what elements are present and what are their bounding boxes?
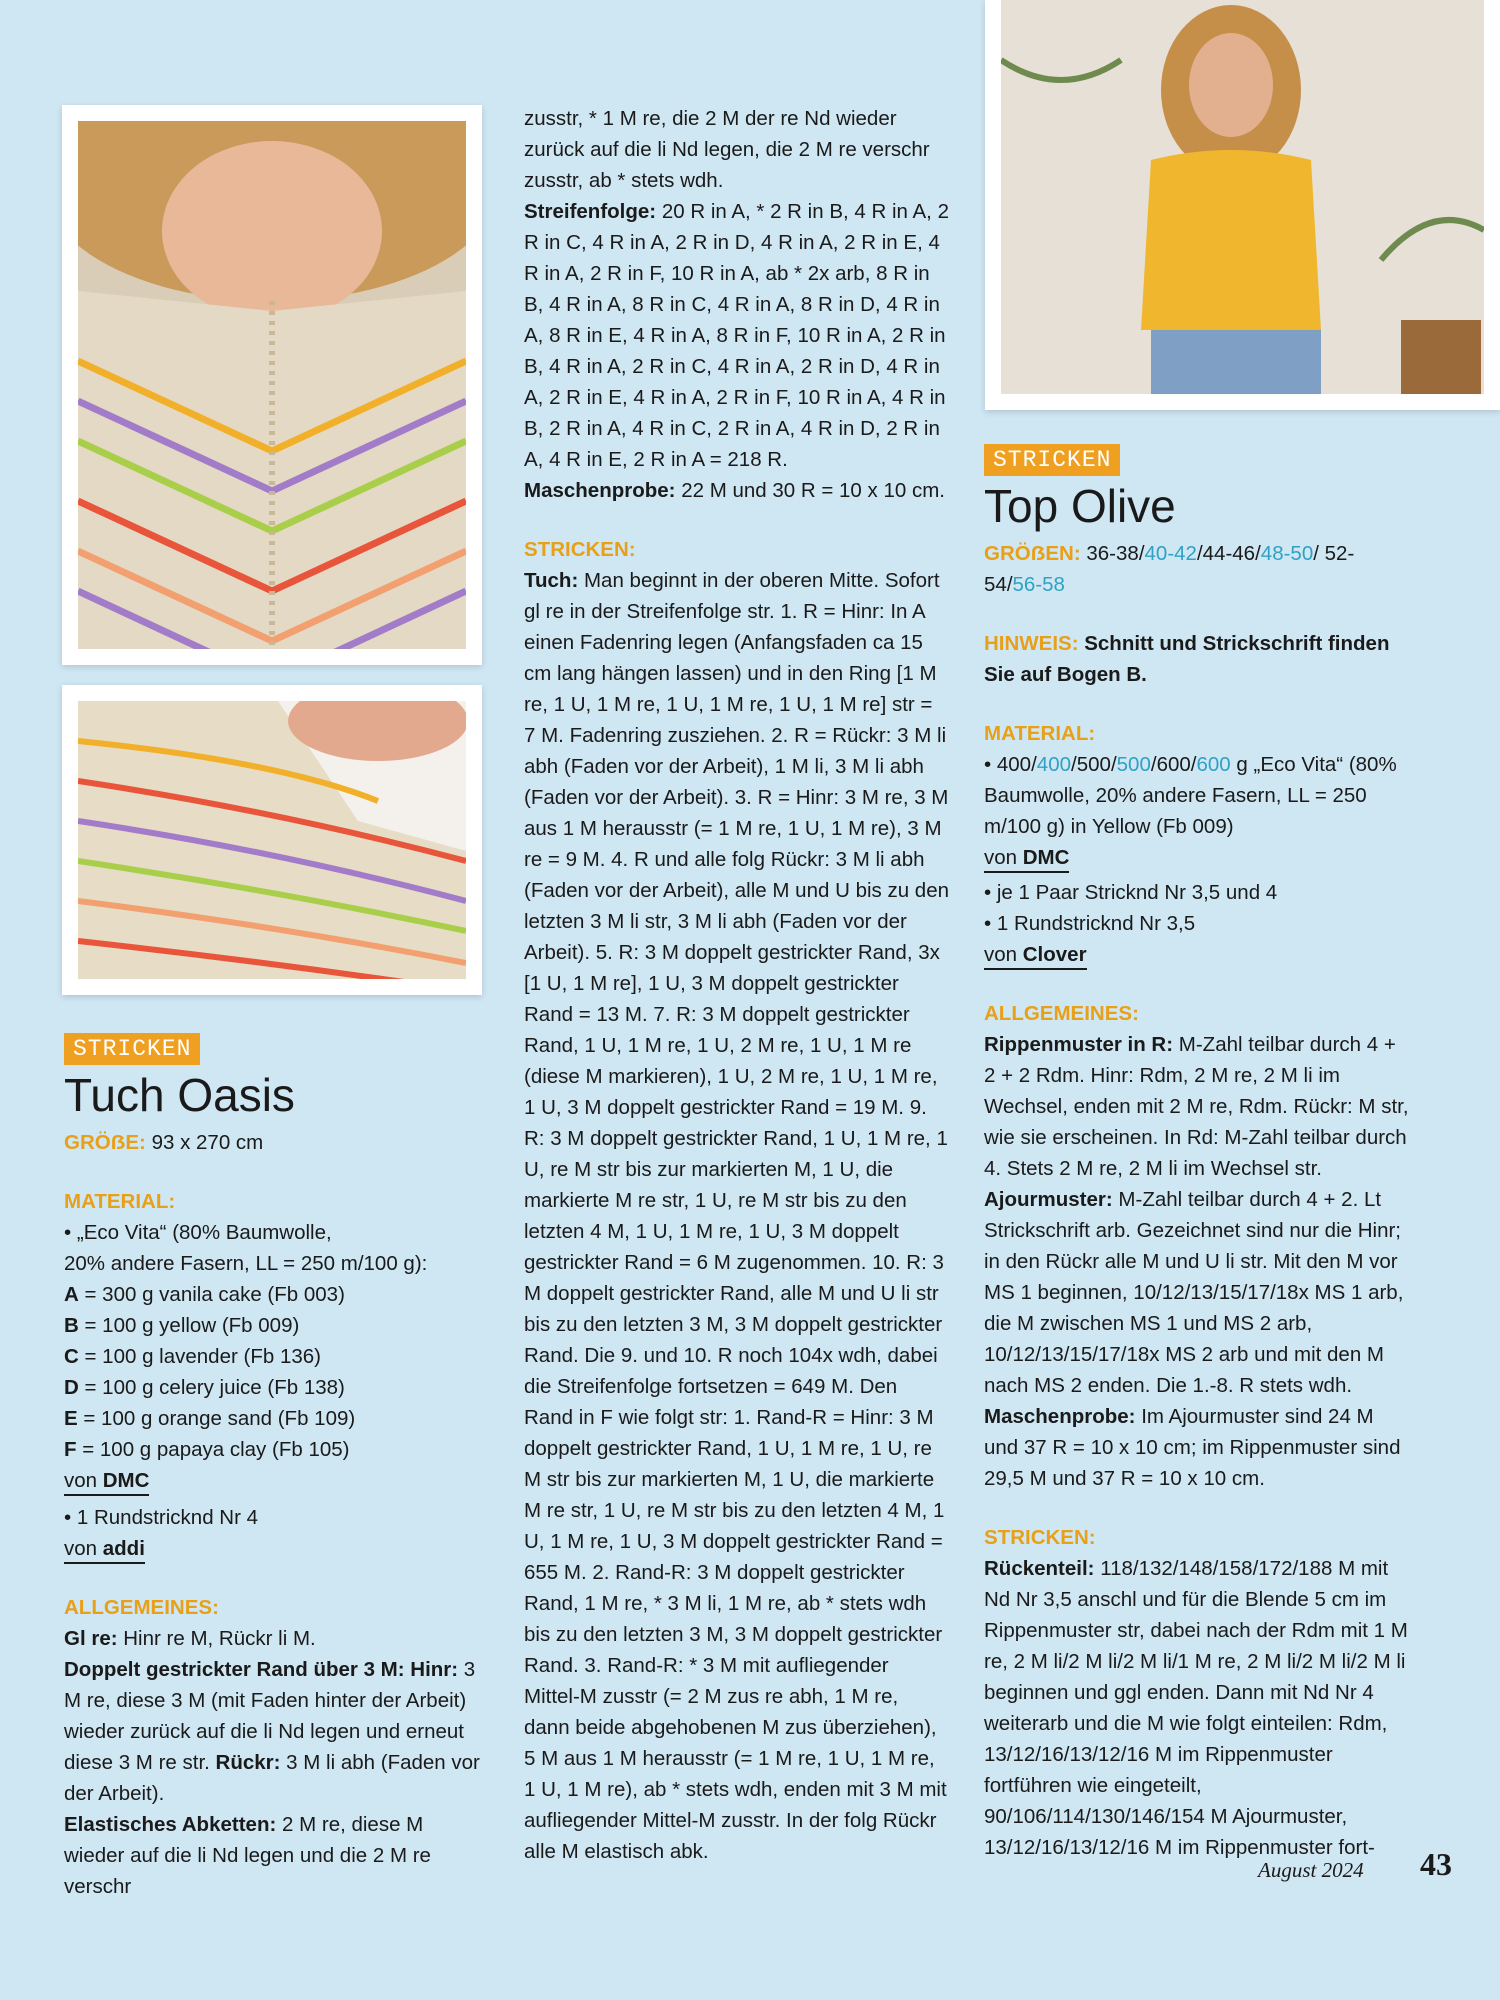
back-paragraph: Rückenteil: 118/132/148/158/172/188 M mit Nd Nr 3,5 anschl und für die Blende 5 cm im Rippenmuster str, dabei nach der Rdm mit 1 M re, 2 M li/2 M li/2 M li/1 M re, 2 M li/2 M li/2 M li beginnen und ggl enden. Dann mit Nd Nr 4 weiterarb und die M wie folgt einteilen: Rdm, 13/12/16/13/12/16 M im Rippenmuster fortführen wie eingeteilt, 90/106/114/130/146/154 M Ajourmuster, 13/12/16/13/12/16 M im Rippenmuster fort-	[984, 1557, 1408, 1859]
size-line: GRÖẞE: 93 x 270 cm	[64, 1131, 264, 1154]
vendor-line: von Clover	[984, 939, 1412, 970]
color-line: F = 100 g papaya clay (Fb 105)	[64, 1438, 350, 1461]
material-heading: MATERIAL:	[64, 1190, 176, 1213]
material-line: • „Eco Vita“ (80% Baumwolle,	[64, 1221, 332, 1244]
knit-heading: STRICKEN:	[524, 538, 636, 561]
intro-paragraph: zusstr, * 1 M re, die 2 M der re Nd wieder zurück auf die li Nd legen, die 2 M re verschr zusstr, ab * stets wdh.	[524, 107, 930, 192]
middle-column	[524, 103, 949, 1867]
photo-top-model	[985, 0, 1500, 410]
page-number: 43	[1420, 1846, 1452, 1882]
photo-shawl-detail	[62, 685, 482, 995]
sizes-line: GRÖẞEN: 36-38/40-42/44-46/48-50/ 52-54/56-58	[984, 542, 1355, 596]
left-column	[64, 1033, 489, 1902]
color-line: A = 300 g vanila cake (Fb 003)	[64, 1283, 345, 1306]
gauge-paragraph: Maschenprobe: 22 M und 30 R = 10 x 10 cm.	[524, 479, 945, 502]
material-heading: MATERIAL:	[984, 722, 1096, 745]
needle-line: • 1 Rundstricknd Nr 4	[64, 1506, 259, 1529]
stripe-paragraph: Streifenfolge: 20 R in A, * 2 R in B, 4 R in A, 2 R in C, 4 R in A, 2 R in D, 4 R in A, 2 R in E, 4 R in A, 2 R in F, 10 R in A, ab * 2x arb, 8 R in B, 4 R in A, 8 R in C, 4 R in A, 8 R in D, 4 R in A, 8 R in E, 4 R in A, 8 R in F, 10 R in A, 2 R in B, 4 R in A, 2 R in C, 4 R in A, 2 R in D, 4 R in A, 2 R in E, 4 R in A, 2 R in F, 10 R in A, 4 R in B, 2 R in A, 4 R in C, 2 R in A, 4 R in D, 2 R in A, 4 R in E, 2 R in A = 218 R.	[524, 200, 949, 471]
material-paragraph: • 400/400/500/500/600/600 g „Eco Vita“ (80% Baumwolle, 20% andere Fasern, LL = 250 m/100 g) in Yellow (Fb 009)	[984, 753, 1397, 838]
top-model-image	[1001, 0, 1484, 394]
general-heading: ALLGEMEINES:	[64, 1596, 219, 1619]
vendor-line: von DMC	[64, 1465, 489, 1496]
color-line: D = 100 g celery juice (Fb 138)	[64, 1376, 345, 1399]
vendor-line: von DMC	[984, 842, 1412, 873]
abk-paragraph: Elastisches Abketten: 2 M re, diese M wieder auf die li Nd legen und die 2 M re verschr	[64, 1813, 431, 1898]
category-tag: STRICKEN	[984, 444, 1120, 476]
needle-line: • je 1 Paar Stricknd Nr 3,5 und 4	[984, 881, 1278, 904]
material-line: 20% andere Fasern, LL = 250 m/100 g):	[64, 1252, 428, 1275]
needle-line: • 1 Rundstricknd Nr 3,5	[984, 912, 1196, 935]
note-paragraph: HINWEIS: Schnitt und Strickschrift finden Sie auf Bogen B.	[984, 632, 1390, 686]
right-column	[984, 444, 1412, 1863]
color-line: C = 100 g lavender (Fb 136)	[64, 1345, 321, 1368]
gl-paragraph: Gl re: Hinr re M, Rückr li M.	[64, 1627, 316, 1650]
tuch-paragraph: Tuch: Man beginnt in der oberen Mitte. Sofort gl re in der Streifenfolge str. 1. R = Hinr: In A einen Fadenring legen (Anfangsfaden ca 15 cm lang hängen lassen) und in den Ring [1 M re, 1 U, 1 M re, 1 U, 1 M re, 1 U, 1 M re] str = 7 M. Fadenring zusziehen. 2. R = Rückr: 3 M li abh (Faden vor der Arbeit), 1 M li, 3 M li abh (Faden vor der Arbeit). 3. R = Hinr: 3 M re, 3 M aus 1 M herausstr (= 1 M re, 1 U, 1 M re), 3 M re = 9 M. 4. R und alle folg Rückr: 3 M li abh (Faden vor der Arbeit), alle M und U bis zu den letzten 3 M li str, 3 M li abh (Faden vor der Arbeit). 5. R: 3 M doppelt gestrickter Rand, 3x [1 U, 1 M re], 1 U, 3 M doppelt gestrickter Rand = 13 M. 7. R: 3 M doppelt gestrickter Rand, 1 U, 1 M re, 1 U, 2 M re, 1 U, 1 M re (diese M markieren), 1 U, 2 M re, 1 U, 1 M re, 1 U, 3 M doppelt gestrickter Rand = 19 M. 9. R: 3 M doppelt gestrickter Rand, 1 U, 1 M re, 1 U, re M str bis zur markierten M, 1 U, die markierte M re str, 1 U, re M str bis zu den letzten 4 M, 1 U, 1 M re, 1 U, 3 M doppelt gestrickter Rand = 6 M zugenommen. 10. R: 3 M doppelt gestrickter Rand, alle M und U li str bis zu den letzten 3 M, 3 M doppelt gestrickter Rand. Die 9. und 10. R noch 104x wdh, dabei die Streifenfolge fortsetzen = 649 M. Den Rand in F wie folgt str: 1. Rand-R = Hinr: 3 M doppelt gestrickter Rand, 1 U, 1 M re, 1 U, re M str bis zur markierten M, 1 U, die markierte M re str, 1 U, re M str bis zu den letzten 4 M, 1 U, 1 M re, 1 U, 3 M doppelt gestrickter Rand = 655 M. 2. Rand-R: 3 M doppelt gestrickter Rand, 1 M re, * 3 M li, 1 M re, ab * stets wdh bis zu den letzten 3 M, 3 M doppelt gestrickter Rand. 3. Rand-R: * 3 M mit aufliegender Mittel-M zusstr (= 2 M zus re abh, 1 M re, dann beide abgehobenen M zus überziehen), 5 M aus 1 M herausstr (= 1 M re, 1 U, 1 M re, 1 U, 1 M re), ab * stets wdh, enden mit 3 M mit aufliegender Mittel-M zusstr. In der folg Rückr alle M elastisch abk.	[524, 569, 950, 1863]
shawl-back-image	[78, 121, 466, 649]
rand-paragraph: Doppelt gestrickter Rand über 3 M: Hinr: 3 M re, diese 3 M (mit Faden hinter der Arbeit) wieder zurück auf die li Nd legen und erneut diese 3 M re str. Rückr: 3 M li abh (Faden vor der Arbeit).	[64, 1658, 480, 1805]
color-line: E = 100 g orange sand (Fb 109)	[64, 1407, 356, 1430]
rib-paragraph: Rippenmuster in R: M-Zahl teilbar durch 4 + 2 + 2 Rdm. Hinr: Rdm, 2 M re, 2 M li im Wechsel, enden mit 2 M re, Rdm. Rückr: M str, wie sie erscheinen. In Rd: M-Zahl teilbar durch 4. Stets 2 M re, 2 M li im Wechsel str.	[984, 1033, 1409, 1180]
issue-date: August 2024	[1258, 1858, 1364, 1882]
knit-heading: STRICKEN:	[984, 1526, 1096, 1549]
pattern-title: Tuch Oasis	[64, 1069, 295, 1121]
category-tag: STRICKEN	[64, 1033, 200, 1065]
color-line: B = 100 g yellow (Fb 009)	[64, 1314, 300, 1337]
gauge-paragraph: Maschenprobe: Im Ajourmuster sind 24 M und 37 R = 10 x 10 cm; im Rippenmuster sind 29,5 M und 37 R = 10 x 10 cm.	[984, 1405, 1401, 1490]
shawl-detail-image	[78, 701, 466, 979]
photo-shawl-back	[62, 105, 482, 665]
vendor-line: von addi	[64, 1533, 489, 1564]
pattern-title: Top Olive	[984, 480, 1176, 532]
ajour-paragraph: Ajourmuster: M-Zahl teilbar durch 4 + 2. Lt Strickschrift arb. Gezeichnet sind nur die Hinr; in den Rückr alle M und U li str. Mit den M vor MS 1 beginnen, 10/12/13/15/17/18x MS 1 arb, die M zwischen MS 1 und MS 2 arb, 10/12/13/15/17/18x MS 2 arb und mit den M nach MS 2 enden. Die 1.-8. R stets wdh.	[984, 1188, 1404, 1397]
general-heading: ALLGEMEINES:	[984, 1002, 1139, 1025]
